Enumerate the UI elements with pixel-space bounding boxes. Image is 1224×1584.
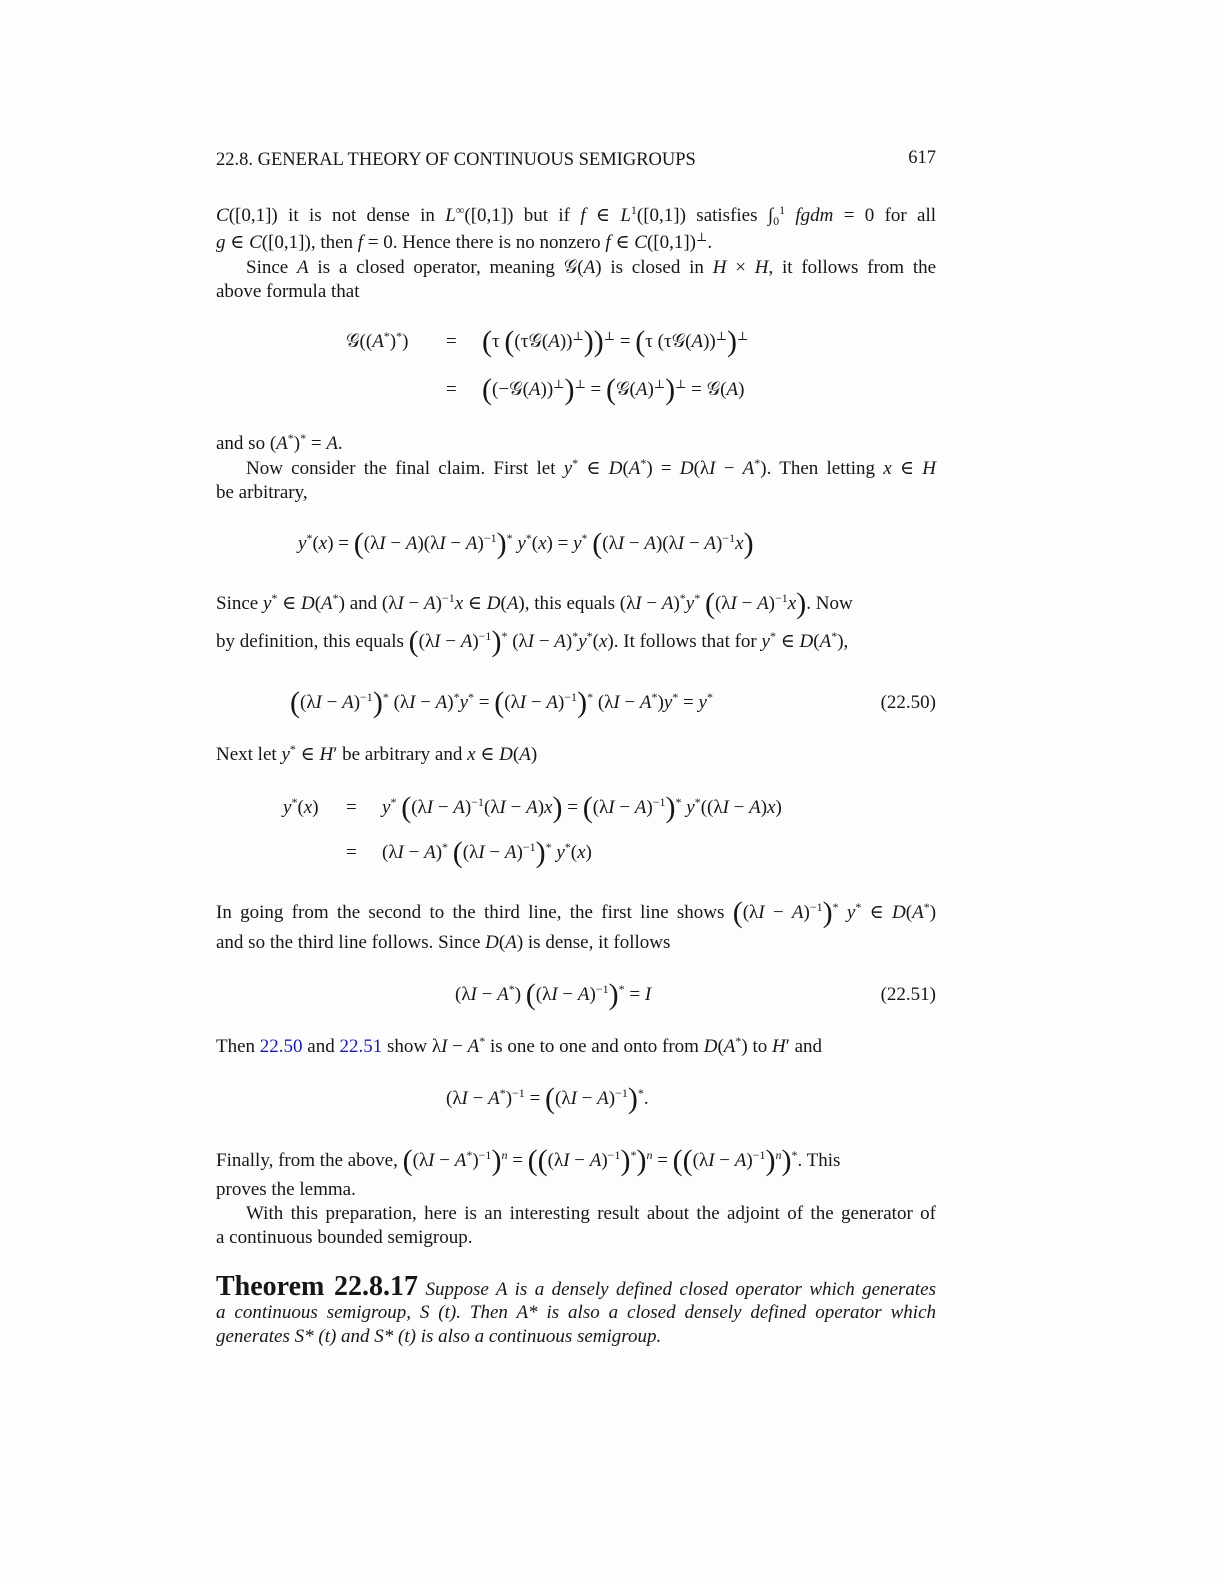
- text-line: proves the lemma.: [216, 1179, 356, 1200]
- equation: =: [346, 842, 357, 863]
- equation: (λI − A*) $((\lambda I - A)^{-1})^* = I$: [455, 978, 652, 1011]
- page-number: 617: [908, 148, 936, 168]
- text-line: by definition, this equals $((\lambda I - A)^{-1})^*$ (λI − A)*y*(x). It follows that for y* ∈ D(A*),: [216, 625, 849, 658]
- equation: $(\lambda I - A^*)^{-1} = ((\lambda I - A)^{-1})^*$.: [446, 1082, 649, 1115]
- equation: y*(x): [283, 795, 319, 818]
- text-line: a continuous bounded semigroup.: [216, 1227, 473, 1248]
- text-line: C([0,1]) it is not dense in L∞([0,1]) but if f ∈ $L^1([0,1])$ satisfies $\int_0^1$ fgdm = 0 for all: [216, 203, 937, 228]
- text-line: and so the third line follows. Since D(A) is dense, it follows: [216, 932, 671, 953]
- equation-link[interactable]: 22.51: [339, 1036, 383, 1057]
- equation-link[interactable]: 22.50: [259, 1036, 303, 1057]
- text-line: Next let y* ∈ H′ be arbitrary and x ∈ D(A): [216, 742, 538, 765]
- text-line: Since y* ∈ D(A*) and $(\lambda I - A)^{-1}x$ ∈ D(A), this equals (λI − A)*y* $((\lambda I - A)^{-1}x)$. Now: [216, 587, 853, 620]
- theorem-text: generates S* (t) and S* (t) is also a continuous semigroup.: [216, 1326, 662, 1347]
- text-line: With this preparation, here is an interesting result about the adjoint of the generator of: [246, 1203, 936, 1224]
- text-line: Then 22.50 and 22.51 show λI − A* is one to one and onto from D(A*) to H′ and: [216, 1034, 823, 1057]
- theorem-title: Theorem 22.8.17: [216, 1271, 419, 1302]
- equation: y* $((\lambda I - A)^{-1}(\lambda I - A)x) = ((\lambda I - A)^{-1})^*$ y*((λI − A)x): [382, 791, 782, 824]
- theorem-text: a continuous semigroup, S (t). Then A* is also a closed densely defined operator which: [216, 1302, 936, 1323]
- equation: 𝒢((A*)*): [346, 329, 409, 352]
- equation: $y^*(x) = ((\lambda I - A)(\lambda I - A)^{-1})^*$ y*(x) = y* $((\lambda I - A)(\lambda I - A)^{-1}x)$: [298, 527, 754, 560]
- text-line: and so (A*)* = A.: [216, 431, 343, 454]
- equation: =: [346, 797, 357, 818]
- text-line: Now consider the final claim. First let y* ∈ D(A*) = D(λI − A*). Then letting x ∈ H: [246, 456, 936, 479]
- text-line: g ∈ C([0,1]), then f = 0. Hence there is no nonzero f ∈ C([0,1])⊥.: [216, 230, 713, 253]
- equation: $((\lambda I - A)^{-1})^*$ $(\lambda I - A)^*y^* = ((\lambda I - A)^{-1})^*$ (λI − A*)y* = y*: [290, 686, 713, 719]
- equation-number: (22.50): [880, 692, 936, 713]
- equation-number: (22.51): [880, 984, 936, 1005]
- equation: =: [446, 379, 457, 400]
- equation: (τ ((τ𝒢(A))⊥))⊥ = (τ (τ𝒢(A))⊥)⊥: [482, 325, 749, 358]
- text-line: Finally, from the above, $((\lambda I - A^*)^{-1})^n = (((\lambda I - A)^{-1})^*)^n = (((\lambda I - A)^{-1})^n)^*$. This: [216, 1144, 841, 1177]
- text-line: In going from the second to the third line, the first line shows $((\lambda I - A)^{-1})^*$ y* ∈ D(A*): [216, 896, 937, 929]
- text-line: Since A is a closed operator, meaning 𝒢(A) is closed in H × H, it follows from the: [246, 257, 937, 278]
- equation: =: [446, 331, 457, 352]
- equation: (λI − A)* $((\lambda I - A)^{-1})^*$ y*(x): [382, 836, 592, 869]
- running-header: 22.8. GENERAL THEORY OF CONTINUOUS SEMIGROUPS: [216, 150, 696, 170]
- text-line: be arbitrary,: [216, 482, 308, 503]
- theorem-heading: Theorem 22.8.17 Suppose A is a densely defined closed operator which generates: [216, 1271, 937, 1302]
- equation: ((−𝒢(A))⊥)⊥ = (𝒢(A)⊥)⊥ = 𝒢(A): [482, 373, 745, 406]
- text-line: above formula that: [216, 281, 360, 302]
